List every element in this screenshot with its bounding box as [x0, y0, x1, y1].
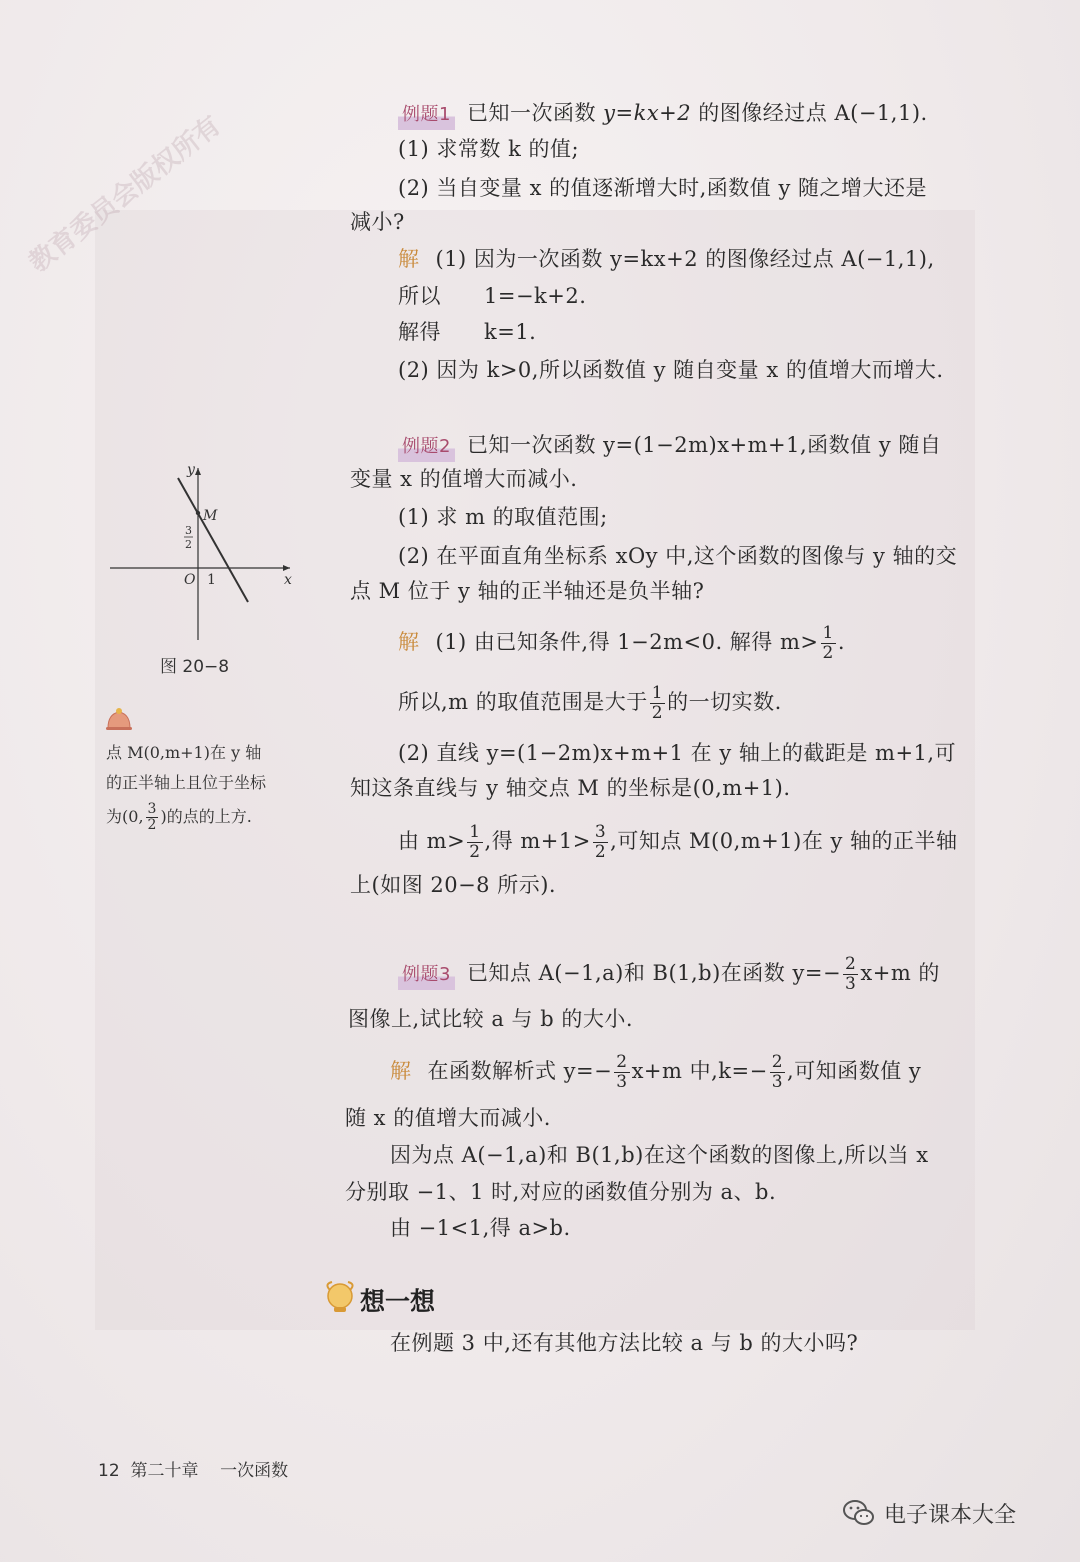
- example3-solution2-line1: 因为点 A(−1,a)和 B(1,b)在这个函数的图像上,所以当 x: [390, 1143, 929, 1167]
- example3-solution2-line2: 分别取 −1、1 时,对应的函数值分别为 a、b.: [345, 1180, 777, 1204]
- example1-solution1-text: (1) 因为一次函数 y=kx+2 的图像经过点 A(−1,1),: [435, 247, 935, 271]
- side-note-line3-a: 为: [106, 807, 123, 826]
- point-m-label: M: [203, 508, 218, 524]
- example2-solution2: [398, 684, 782, 723]
- side-note-line2: 的正半轴上且位于坐标: [106, 773, 267, 792]
- fraction-numerator: 2: [616, 1052, 628, 1072]
- fraction-two-thirds: [843, 955, 858, 994]
- example3-solution1-b: x+m 中,k=−: [631, 1059, 768, 1083]
- side-note-line3: [106, 802, 252, 833]
- example2-stem-text: 已知一次函数 y=(1−2m)x+m+1,函数值 y 随自: [466, 433, 942, 457]
- example2-solution1-end: .: [837, 630, 846, 654]
- fraction-numerator: 1: [822, 623, 834, 643]
- point-m: [196, 511, 200, 515]
- example2-stem-line1: [398, 430, 941, 462]
- figure-20-8: [100, 460, 300, 650]
- fraction-one-half: [650, 684, 665, 723]
- fraction-denominator: 2: [469, 842, 481, 862]
- fraction-numerator: 1: [651, 683, 664, 703]
- example2-solution4-line2: 上(如图 20−8 所示).: [350, 873, 557, 897]
- example1-solution1: [398, 244, 935, 274]
- example2-solution4-a: 由 m>: [398, 829, 466, 853]
- example2-q1: (1) 求 m 的取值范围;: [398, 505, 608, 529]
- origin-label: O: [184, 572, 196, 588]
- example2-solution2-b: 的一切实数.: [667, 690, 782, 714]
- y-axis-label: y: [187, 462, 195, 478]
- fraction-one-half: [467, 823, 482, 862]
- example3-label: 例题3: [398, 960, 455, 990]
- example2-stem-line2: 变量 x 的值增大而减小.: [350, 467, 578, 491]
- example3-solution1: [390, 1053, 921, 1092]
- x-axis-label: x: [284, 572, 292, 588]
- fraction-two-thirds: [770, 1053, 785, 1092]
- fraction-numerator: 1: [469, 822, 481, 842]
- fraction-denominator: 2: [651, 703, 664, 723]
- watermark-left: 教育委员会版权所有: [23, 110, 227, 279]
- example2-solution4-c: ,可知点 M(0,m+1)在 y 轴的正半轴: [610, 829, 958, 853]
- fraction-denominator: 3: [771, 1072, 784, 1092]
- wechat-icon: [842, 1498, 876, 1528]
- example1-label: 例题1: [398, 100, 455, 130]
- example3-stem-line1: [398, 955, 940, 994]
- chapter-label: 第二十章: [130, 1461, 199, 1481]
- side-note-line1: 点 M(0,m+1)在 y 轴: [106, 743, 262, 762]
- example2-solution3-line2: 知这条直线与 y 轴交点 M 的坐标是(0,m+1).: [350, 776, 791, 800]
- example2-solution4: [398, 823, 958, 862]
- example1-solution4: (2) 因为 k>0,所以函数值 y 随自变量 x 的值增大而增大.: [398, 358, 944, 382]
- page-number: 12: [98, 1461, 120, 1481]
- fraction-one-half: [821, 624, 836, 663]
- example3-solution1-a: 在函数解析式 y=−: [427, 1059, 613, 1083]
- tick-frac-numerator: 3: [185, 524, 192, 537]
- example1-q2-line2: 减小?: [350, 210, 405, 234]
- example1-q2-line1: (2) 当自变量 x 的值逐渐增大时,函数值 y 随之增大还是: [398, 176, 928, 200]
- example2-solution1-text: (1) 由已知条件,得 1−2m<0. 解得 m>: [435, 630, 819, 654]
- side-note-fraction: [146, 802, 159, 833]
- note-bell-icon: [104, 706, 134, 732]
- fraction-three-halves: [593, 823, 608, 862]
- side-note-coord-prefix: (0,: [122, 807, 144, 826]
- example1-q1: (1) 求常数 k 的值;: [398, 137, 580, 161]
- fraction-numerator: 3: [147, 801, 157, 817]
- example1-equation: y=kx+2: [603, 101, 692, 125]
- side-note-line3-b: 的点的上方.: [166, 807, 252, 826]
- fraction-numerator: 3: [594, 822, 607, 842]
- side-note-coord-suffix: ): [160, 807, 167, 826]
- tick-label-one: 1: [207, 572, 216, 588]
- chapter-title: 一次函数: [220, 1461, 289, 1481]
- example2-q2-line1: (2) 在平面直角坐标系 xOy 中,这个函数的图像与 y 轴的交: [398, 544, 958, 568]
- think-bulb-icon: [322, 1280, 358, 1316]
- example2-solution3-line1: (2) 直线 y=(1−2m)x+m+1 在 y 轴上的截距是 m+1,可: [398, 741, 957, 765]
- example3-stem-a: 已知点 A(−1,a)和 B(1,b)在函数 y=−: [466, 961, 842, 985]
- fraction-denominator: 3: [845, 974, 857, 994]
- example3-solution-label: 解: [390, 1059, 412, 1083]
- page-footer: [98, 1456, 288, 1481]
- example3-solution1-line2: 随 x 的值增大而减小.: [345, 1106, 551, 1130]
- example2-solution4-b: ,得 m+1>: [484, 829, 591, 853]
- example2-solution-label: 解: [398, 630, 420, 654]
- example2-solution1: [398, 624, 845, 663]
- example2-q2-line2: 点 M 位于 y 轴的正半轴还是负半轴?: [350, 579, 705, 603]
- example1-solution3: 解得 k=1.: [398, 320, 537, 344]
- example1-solution-label: 解: [398, 247, 420, 271]
- fraction-denominator: 3: [616, 1072, 628, 1092]
- tick-frac-denominator: 2: [185, 538, 192, 551]
- example1-solution2: 所以 1=−k+2.: [398, 284, 587, 308]
- example2-label: 例题2: [398, 432, 455, 462]
- brand-name: 电子课本大全: [884, 1503, 1017, 1528]
- example1-stem-a: 已知一次函数: [466, 101, 604, 125]
- fraction-numerator: 2: [771, 1052, 784, 1072]
- fraction-denominator: 2: [822, 643, 834, 663]
- x-axis-arrow: [283, 565, 290, 571]
- example3-solution1-c: ,可知函数值 y: [787, 1059, 922, 1083]
- think-question: 在例题 3 中,还有其他方法比较 a 与 b 的大小吗?: [390, 1331, 859, 1355]
- y-axis-arrow: [195, 468, 201, 475]
- fraction-two-thirds: [614, 1053, 629, 1092]
- example2-solution2-a: 所以,m 的取值范围是大于: [398, 690, 648, 714]
- example3-stem-b: x+m 的: [860, 961, 940, 985]
- example3-stem-line2: 图像上,试比较 a 与 b 的大小.: [348, 1007, 634, 1031]
- think-title: 想一想: [360, 1287, 436, 1316]
- figure-caption: 图 20−8: [160, 657, 230, 677]
- fraction-numerator: 2: [845, 954, 857, 974]
- fraction-denominator: 2: [594, 842, 607, 862]
- example1-stem: [398, 98, 928, 130]
- fraction-denominator: 2: [147, 817, 157, 833]
- example1-stem-b: 的图像经过点 A(−1,1).: [691, 101, 928, 125]
- example3-solution3: 由 −1<1,得 a>b.: [390, 1216, 571, 1240]
